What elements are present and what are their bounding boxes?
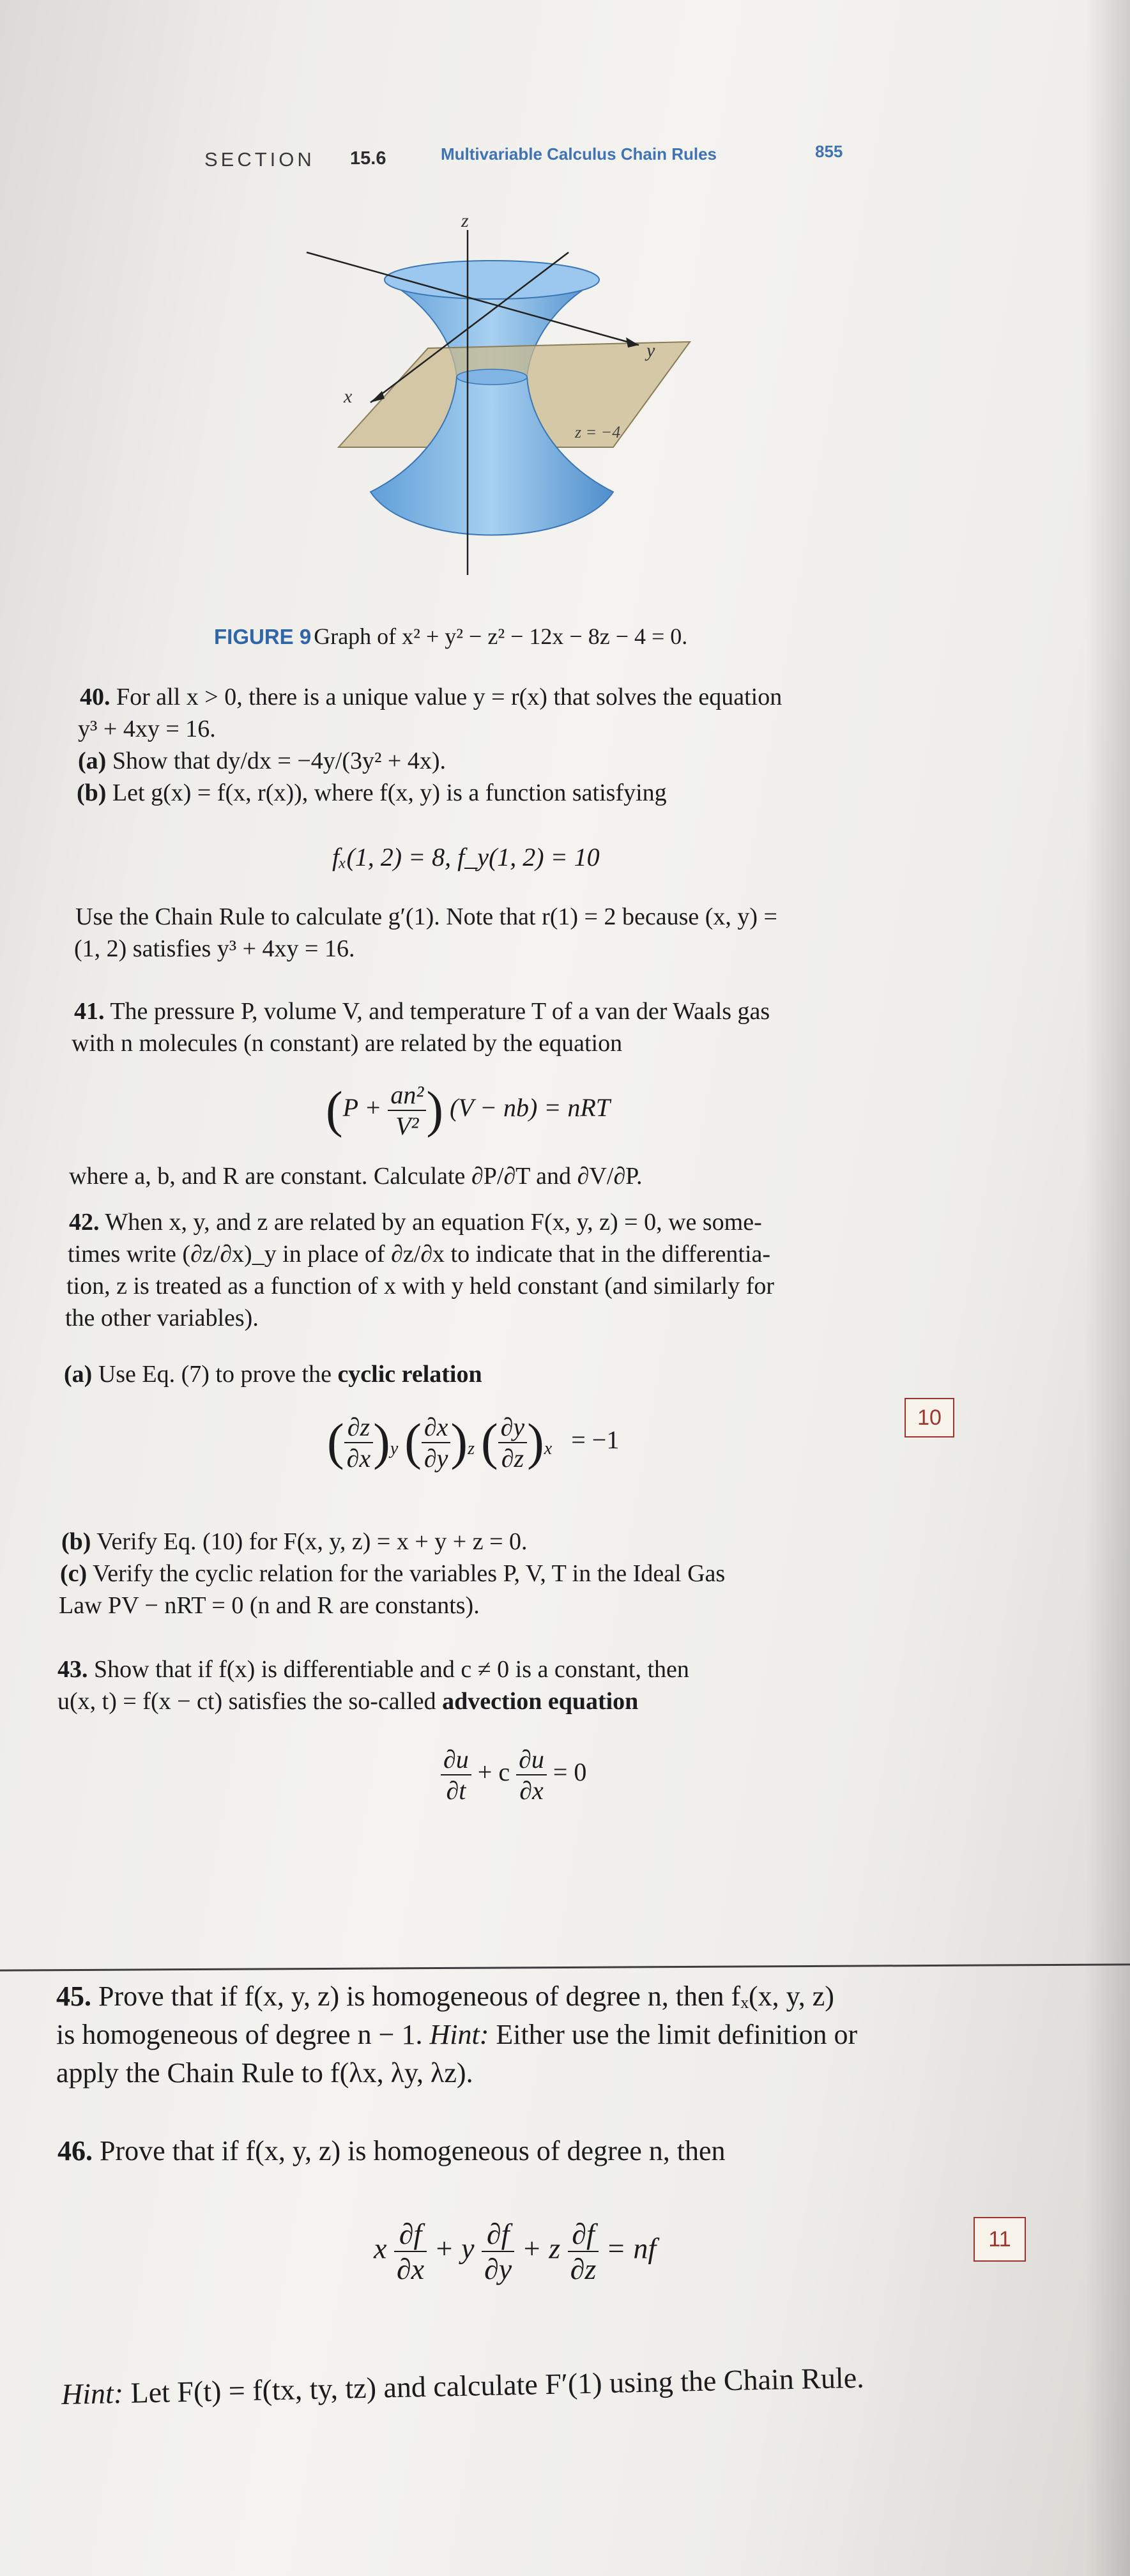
- problem-41-line2: with n molecules (n constant) are related by the equation: [72, 1030, 623, 1057]
- problem-42-number: 42.: [69, 1209, 100, 1236]
- figure-9-hyperboloid: [268, 192, 715, 613]
- problem-40-line1: 40. For all x > 0, there is a unique value y = r(x) that solves the equation: [80, 684, 783, 710]
- problem-43-number: 43.: [57, 1656, 88, 1683]
- equation-number-10: 10: [905, 1398, 954, 1438]
- header-section-title: Multivariable Calculus Chain Rules: [441, 144, 717, 164]
- equation-number-11: 11: [973, 2217, 1026, 2262]
- problem-46-euler-equation: x $\frac{\partial f}{\partial x}$ + y $\frac{\partial f}{\partial y}$ + z $\frac{\partial f}{\partial z}$ = nf: [374, 2218, 657, 2285]
- problem-42-part-b: (b) Verify Eq. (10) for F(x, y, z) = x + y + z = 0.: [61, 1528, 528, 1555]
- problem-45-line2: is homogeneous of degree n − 1. Hint: Either use the limit definition or: [56, 2019, 858, 2050]
- page-edge-shadow: [1085, 0, 1130, 2576]
- problem-41-number: 41.: [74, 998, 105, 1025]
- axis-label-x: x: [344, 386, 353, 407]
- problem-42-line4: the other variables).: [65, 1305, 259, 1331]
- problem-40-equation: fₓ(1, 2) = 8, f_y(1, 2) = 10: [332, 843, 600, 871]
- problem-43-advection-equation: $\frac{\partial u}{\partial t}$ + c $\frac{\partial u}{\partial x}$ = 0: [441, 1744, 586, 1805]
- figure-caption: [214, 623, 687, 650]
- problem-42-line2: times write (∂z/∂x)_y in place of ∂z/∂x to indicate that in the differentia-: [68, 1241, 771, 1268]
- problem-43-line2: u(x, t) = f(x − ct) satisfies the so-called advection equation: [57, 1688, 639, 1715]
- problem-41-equation: (P + $\frac{\text{an²}}{\text{V²}}$ ) (V − nb) = nRT: [326, 1080, 610, 1140]
- problem-40-part-b: (b) Let g(x) = f(x, r(x)), where f(x, y) is a function satisfying: [77, 779, 667, 806]
- problem-40-part-a: (a) Show that dy/dx = −4y/(3y² + 4x).: [78, 747, 446, 774]
- problem-40-number: 40.: [80, 684, 111, 710]
- problem-40-line2: y³ + 4xy = 16.: [78, 716, 216, 742]
- figure-caption-text: Graph of x² + y² − z² − 12x − 8z − 4 = 0.: [314, 624, 688, 649]
- problem-45-line3: apply the Chain Rule to f(λx, λy, λz).: [56, 2057, 473, 2089]
- problem-40-line3: Use the Chain Rule to calculate g′(1). Note that r(1) = 2 because (x, y) =: [75, 903, 777, 930]
- problem-43-line1: 43. Show that if f(x) is differentiable and c ≠ 0 is a constant, then: [57, 1656, 689, 1683]
- axis-label-z: z: [461, 210, 469, 231]
- problem-40-line4: (1, 2) satisfies y³ + 4xy = 16.: [74, 935, 355, 962]
- problem-41-line1: 41. The pressure P, volume V, and temperature T of a van der Waals gas: [74, 998, 770, 1025]
- axis-label-y: y: [646, 340, 655, 361]
- problem-46-hint: Hint: Let F(t) = f(tx, ty, tz) and calculate F′(1) using the Chain Rule.: [61, 2361, 865, 2411]
- problem-42-line3: tion, z is treated as a function of x with y held constant (and similarly for: [66, 1273, 775, 1300]
- upper-rim: [385, 261, 599, 299]
- plane-label: z = −4: [575, 423, 621, 441]
- header-page-number: 855: [815, 142, 843, 161]
- problem-42-part-a: (a) Use Eq. (7) to prove the cyclic relation: [64, 1361, 482, 1388]
- problem-42-line1: 42. When x, y, and z are related by an equation F(x, y, z) = 0, we some-: [69, 1209, 762, 1236]
- problem-46-line1: 46. Prove that if f(x, y, z) is homogeneous of degree n, then: [57, 2135, 726, 2166]
- problem-46-number: 46.: [57, 2135, 93, 2166]
- problem-42-part-c: (c) Verify the cyclic relation for the variables P, V, T in the Ideal Gas: [60, 1560, 726, 1587]
- problem-45-line1: 45. Prove that if f(x, y, z) is homogeneous of degree n, then fₓ(x, y, z): [56, 1981, 834, 2012]
- header-section-word: SECTION: [204, 148, 315, 171]
- problem-45-number: 45.: [56, 1981, 91, 2012]
- problem-42-part-c-line2: Law PV − nRT = 0 (n and R are constants).: [59, 1592, 480, 1619]
- problem-41-line3: where a, b, and R are constant. Calculate ∂P/∂T and ∂V/∂P.: [69, 1163, 643, 1190]
- problem-42-cyclic-equation: ( $\frac{\partial z}{\partial x}$ )$_y$ ( $\frac{\partial x}{\partial y}$ )$_z$ ( $\frac{\partial y}{\partial z}$ )$_x = -1$: [327, 1413, 620, 1473]
- header-section-number: 15.6: [350, 148, 386, 169]
- figure-caption-label: FIGURE 9: [214, 625, 312, 648]
